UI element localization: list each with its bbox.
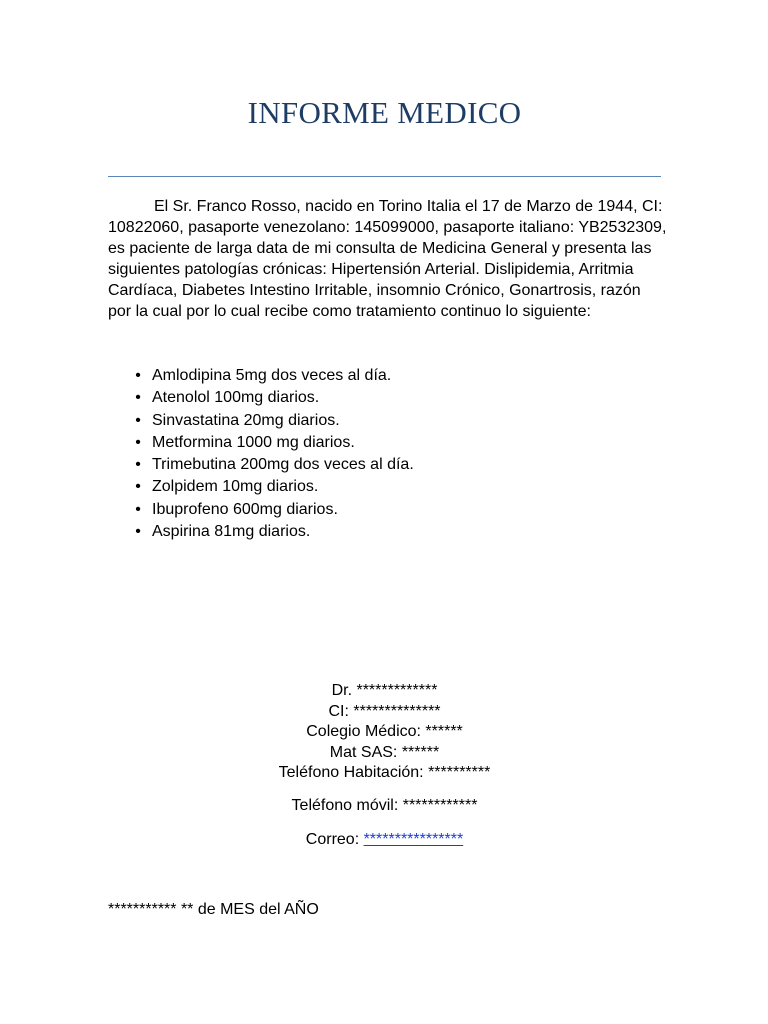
- doctor-ci: CI: **************: [328, 702, 441, 720]
- signature-block: [108, 681, 661, 850]
- bullet-icon: •: [135, 389, 141, 407]
- list-item: [108, 476, 668, 498]
- bullet-icon: •: [135, 433, 141, 451]
- bullet-icon: •: [135, 456, 141, 474]
- correo-label: Correo:: [305, 830, 364, 848]
- bullet-icon: •: [135, 411, 141, 429]
- medication-text: Atenolol 100mg diarios.: [152, 389, 320, 407]
- bullet-icon: •: [135, 478, 141, 496]
- list-item: [108, 387, 668, 409]
- correo-link[interactable]: ****************: [363, 830, 464, 848]
- patient-paragraph: El Sr. Franco Rosso, nacido en Torino Italia el 17 de Marzo de 1944, CI: 10822060, pasaporte venezolano: 145099000, pasaporte italiano: YB2532309, es paciente de larga data de mi consulta de Medicina General y presenta las siguientes patologías crónicas: Hipertensión Arterial. Dislipidemia, Arritmia Cardíaca, Diabetes Intestino Irritable, insomnio Crónico, Gonartrosis, razón por la cual por lo cual recibe como tratamiento continuo lo siguiente:: [108, 198, 667, 320]
- list-item: [108, 365, 668, 387]
- medication-text: Metformina 1000 mg diarios.: [152, 433, 355, 451]
- correo-line: [108, 830, 661, 851]
- doctor-name: Dr. *************: [331, 682, 438, 699]
- bullet-icon: •: [135, 523, 141, 541]
- telefono-movil: Teléfono móvil: ************: [291, 796, 478, 814]
- document-title: INFORME MEDICO: [247, 95, 522, 130]
- colegio-medico: Colegio Médico: ******: [306, 723, 463, 741]
- medication-text: Zolpidem 10mg diarios.: [152, 478, 319, 496]
- telefono-habitacion: Teléfono Habitación: **********: [278, 764, 491, 782]
- list-item: [108, 432, 668, 454]
- bullet-icon: •: [135, 367, 141, 384]
- medication-text: Trimebutina 200mg dos veces al día.: [152, 456, 414, 474]
- medication-list: [108, 365, 668, 543]
- bullet-icon: •: [135, 500, 141, 518]
- mat-sas: Mat SAS: ******: [329, 743, 440, 761]
- medication-text: Aspirina 81mg diarios.: [152, 523, 311, 541]
- medication-text: Sinvastatina 20mg diarios.: [152, 411, 340, 429]
- list-item: [108, 499, 668, 521]
- medication-text: Ibuprofeno 600mg diarios.: [152, 500, 338, 518]
- list-item: [108, 454, 668, 476]
- medication-text: Amlodipina 5mg dos veces al día.: [152, 367, 392, 384]
- list-item: [108, 410, 668, 432]
- date-line: *********** ** de MES del AÑO: [108, 901, 319, 918]
- title-divider: [108, 176, 661, 177]
- list-item: [108, 521, 668, 543]
